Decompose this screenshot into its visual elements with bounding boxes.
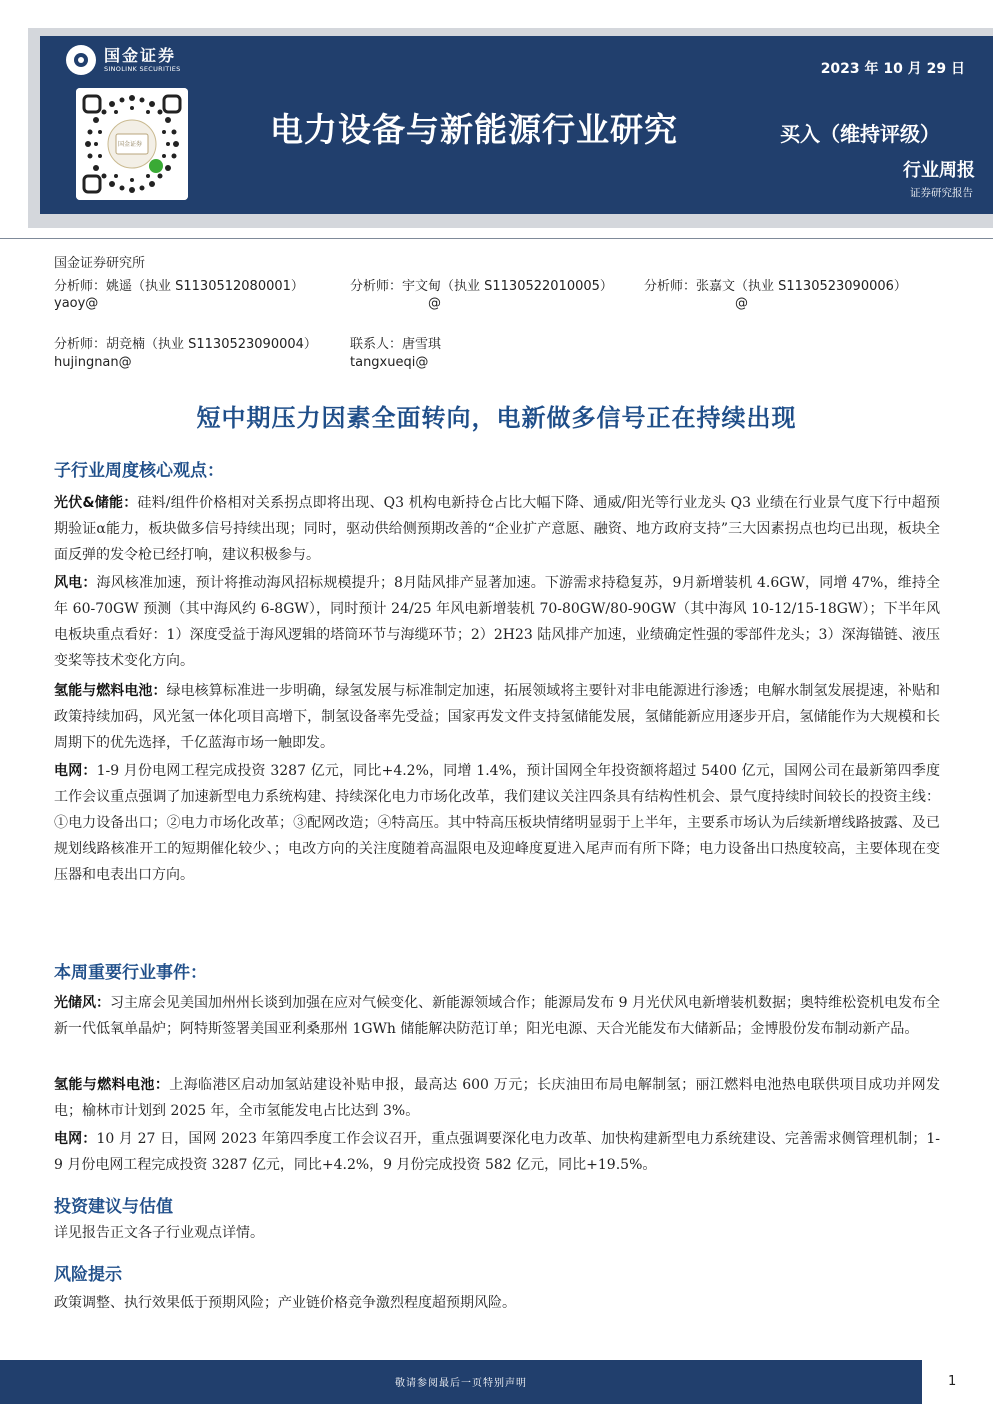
contact-email[interactable]: tangxueqi@ [350, 355, 429, 370]
analyst-3-name: 分析师：张嘉文（执业 S1130523090006） [644, 279, 907, 294]
logo-en-text: SINOLINK SECURITIES [104, 64, 181, 73]
pv-wind-events-paragraph [54, 990, 940, 1042]
section-events-title: 本周重要行业事件： [54, 963, 207, 983]
section-risk-title: 风险提示 [54, 1265, 122, 1285]
analyst-3-email[interactable]: @ [735, 296, 748, 311]
logo-mark-icon [66, 45, 96, 75]
report-subtype: 证券研究报告 [910, 187, 973, 199]
analyst-2-email[interactable]: @ [428, 296, 441, 311]
contact-name: 联系人：唐雪琪 [350, 337, 442, 352]
institute-name: 国金证券研究所 [54, 256, 146, 271]
pv-storage-paragraph [54, 490, 940, 568]
hydrogen-events-label: 氢能与燃料电池： [54, 1077, 170, 1093]
grid-text: 1-9 月份电网工程完成投资 3287 亿元，同比+4.2%，同增 1.4%，预计国网全年投资额将超过 5400 亿元，国网公司在最新第四季度工作会议重点强调了加速新型电力系统构建、持续深化电力市场化改革，我们建议关注四条具有结构性机会、景气度持续时间较长的投资主线：①电力设备出口；②电力市场化改革；③配网改造；④特高压。其中特高压板块情绪明显弱于上半年，主要系市场认为后续新增线路披露、及已规划线路核准开工的短期催化较少、；电改方向的关注度随着高温限电及迎峰度夏进入尾声而有所下降；电力设备出口热度较高，主要体现在变压器和电表出口方向。 [54, 763, 941, 883]
report-type: 行业周报 [903, 160, 975, 181]
grid-paragraph [54, 758, 940, 888]
hydrogen-events-text: 上海临港区启动加氢站建设补贴申报，最高达 600 万元；长庆油田布局电解制氢；丽江燃料电池热电联供项目成功并网发电；榆林市计划到 2025 年，全市氢能发电占比达到 3%。 [54, 1077, 940, 1119]
pv-storage-text: 硅料/组件价格相对关系拐点即将出现、Q3 机构电新持仓占比大幅下降、通威/阳光等行业龙头 Q3 业绩在行业景气度下行中超预期验证α能力，板块做多信号持续出现；同时，驱动供给侧预期改善的“企业扩产意愿、融资、地方政府支持”三大因素拐点也均已出现，板块全面反弹的发令枪已经打响，建议积极参与。 [54, 495, 940, 563]
section-investment-title: 投资建议与估值 [54, 1197, 173, 1217]
wind-paragraph [54, 570, 940, 674]
analyst-1-email[interactable]: yaoy@ [54, 296, 99, 311]
pv-wind-events-label: 光储风： [54, 995, 111, 1011]
hydrogen-events-paragraph [54, 1072, 940, 1124]
section-core-views-title: 子行业周度核心观点： [54, 461, 224, 481]
grid-events-paragraph [54, 1126, 940, 1178]
analyst-1-name: 分析师：姚遥（执业 S1130512080001） [54, 279, 304, 294]
footer-disclaimer: 敬请参阅最后一页特别声明 [395, 1378, 527, 1389]
risk-text: 政策调整、执行效果低于预期风险；产业链价格竞争激烈程度超预期风险。 [54, 1295, 516, 1311]
pv-wind-events-text: 习主席会见美国加州州长谈到加强在应对气候变化、新能源领域合作；能源局发布 9 月光伏风电新增装机数据；奥特维松瓷机电发布全新一代低氧单晶炉；阿特斯签署美国亚利桑那州 1GWh 储能解决防范订单；阳光电源、天合光能发布大储新品；金博股份发布制动新产品。 [54, 995, 940, 1037]
wind-label: 风电： [54, 575, 97, 591]
grid-label: 电网： [54, 763, 97, 779]
grid-events-text: 10 月 27 日，国网 2023 年第四季度工作会议召开，重点强调要深化电力改革、加快构建新型电力系统建设、完善需求侧管理机制；1-9 月份电网工程完成投资 3287 亿元，同比+4.2%，9 月份完成投资 582 亿元，同比+19.5%。 [54, 1131, 940, 1173]
header-divider [0, 238, 993, 239]
investment-text: 详见报告正文各子行业观点详情。 [54, 1225, 264, 1241]
analyst-2-name: 分析师：宇文甸（执业 S1130522010005） [350, 279, 613, 294]
sinolink-logo [66, 44, 181, 76]
main-title: 短中期压力因素全面转向，电新做多信号正在持续出现 [196, 404, 797, 432]
hydrogen-label: 氢能与燃料电池： [54, 683, 167, 699]
rating-badge: 买入（维持评级） [780, 122, 940, 146]
wechat-qr-code[interactable] [76, 88, 188, 200]
analyst-4-name: 分析师：胡竞楠（执业 S1130523090004） [54, 337, 317, 352]
report-title: 电力设备与新能源行业研究 [270, 110, 678, 149]
logo-cn-text: 国金证券 [104, 45, 177, 65]
hydrogen-text: 绿电核算标准进一步明确，绿氢发展与标准制定加速，拓展领域将主要针对非电能源进行渗透；电解水制氢发展提速，补贴和政策持续加码，风光氢一体化项目高增下，制氢设备率先受益；国家再发文件支持氢储能发展，氢储能新应用逐步开启，氢储能作为大规模和长周期下的优先选择，千亿蓝海市场一触即发。 [54, 683, 940, 751]
report-date: 2023 年 10 月 29 日 [820, 61, 965, 77]
analyst-4-email[interactable]: hujingnan@ [54, 355, 132, 370]
hydrogen-paragraph [54, 678, 940, 756]
wind-text: 海风核准加速，预计将推动海风招标规模提升；8月陆风排产显著加速。下游需求持稳复苏，9月新增装机 4.6GW，同增 47%，维持全年 60-70GW 预测（其中海风约 6-8GW），同时预计 24/25 年风电新增装机 70-80GW/80-90GW（其中海风 10-12/15-18GW）；下半年风电板块重点看好：1）深度受益于海风逻辑的塔筒环节与海缆环节；2）2H23 陆风排产加速，业绩确定性强的零部件龙头；3）深海锚链、液压变桨等技术变化方向。 [54, 575, 941, 669]
page-number: 1 [948, 1374, 957, 1389]
qr-label: 国金证券 [118, 141, 143, 148]
grid-events-label: 电网： [54, 1131, 97, 1147]
pv-storage-label: 光伏&储能： [54, 495, 138, 511]
